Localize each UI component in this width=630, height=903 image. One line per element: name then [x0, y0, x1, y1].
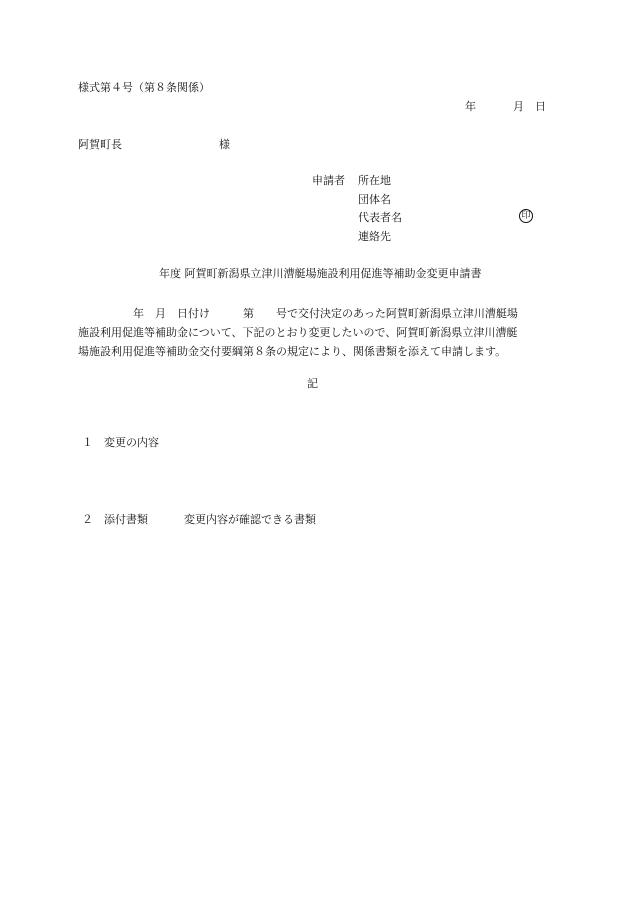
- document-title: 年度 阿賀町新潟県立津川漕艇場施設利用促進等補助金変更申請書: [159, 267, 482, 280]
- body-line: 年 月 日付け 第 号で交付決定のあった阿賀町新潟県立津川漕艇場: [78, 307, 518, 320]
- form-number: 様式第４号（第８条関係）: [78, 81, 210, 94]
- ki-heading: 記: [307, 377, 318, 390]
- applicant-representative-label: 代表者名: [358, 211, 402, 224]
- section-attachments: ２ 添付書類: [82, 513, 148, 526]
- seal-mark: 印: [519, 209, 533, 223]
- body-paragraph: [78, 304, 552, 361]
- addressee-name: 阿賀町長: [78, 138, 122, 151]
- applicant-contact-label: 連絡先: [358, 230, 391, 243]
- date-month-label: 月: [513, 100, 524, 113]
- date-day-label: 日: [535, 100, 546, 113]
- applicant-address-label: 所在地: [358, 174, 391, 187]
- body-line: 施設利用促進等補助金について、下記のとおり変更したいので、阿賀町新潟県立津川漕艇: [78, 326, 518, 339]
- addressee-honorific: 様: [219, 138, 230, 151]
- section-attachments-value: 変更内容が確認できる書類: [184, 513, 316, 526]
- date-year-label: 年: [465, 100, 476, 113]
- body-line: 場施設利用促進等補助金交付要綱第８条の規定により、関係書類を添えて申請します。: [78, 345, 507, 358]
- section-change-content: １ 変更の内容: [82, 436, 159, 449]
- applicant-organization-label: 団体名: [358, 193, 391, 206]
- applicant-label: 申請者: [312, 174, 345, 187]
